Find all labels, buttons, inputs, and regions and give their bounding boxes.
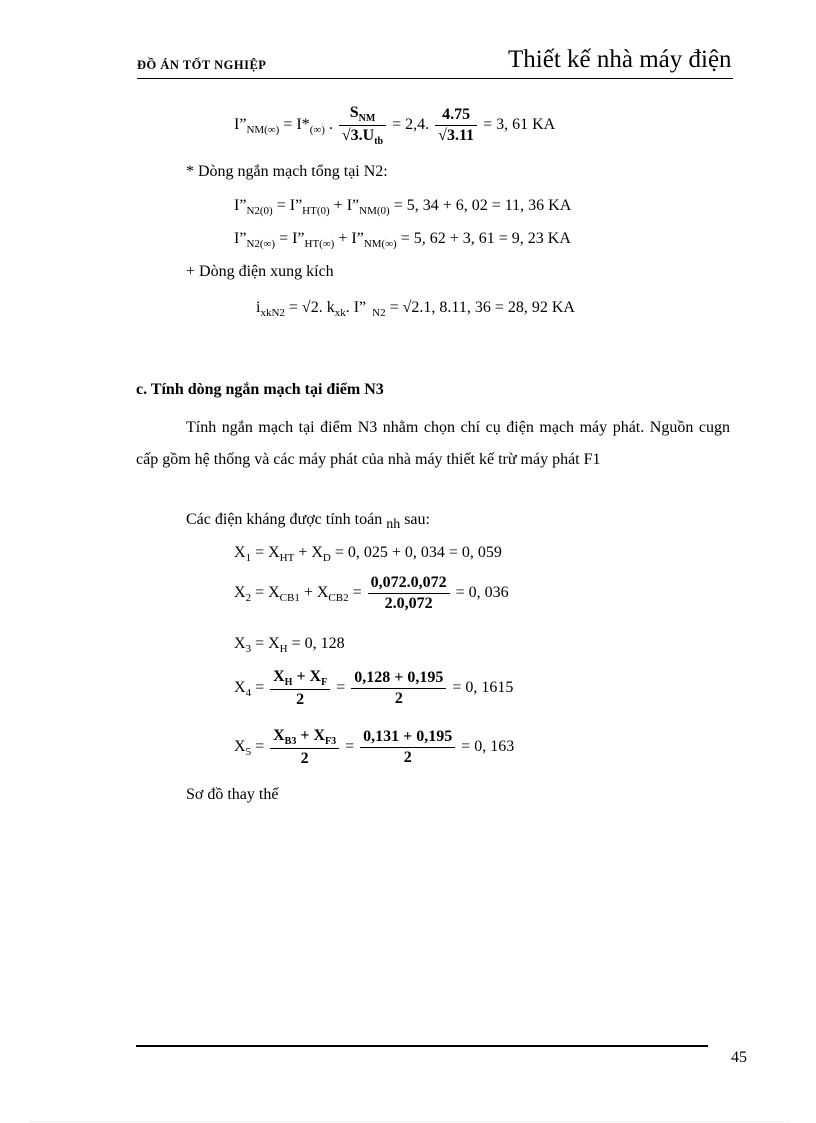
equation-x3 bbox=[234, 635, 345, 655]
frac-den: 2 bbox=[394, 690, 403, 707]
frac-num: + X bbox=[292, 668, 322, 685]
frac-den: √3.U bbox=[341, 127, 375, 144]
fraction-snm bbox=[339, 104, 386, 147]
frac-num: + X bbox=[296, 727, 325, 744]
eq-sub: N2 bbox=[372, 307, 386, 319]
frac-den: √3.11 bbox=[438, 127, 475, 144]
xung-kich-heading: + Dòng điện xung kích bbox=[186, 263, 334, 280]
eq-text: = 2,4. bbox=[388, 116, 430, 134]
eq-text: = I* bbox=[279, 116, 310, 134]
eq-text: I” bbox=[234, 116, 247, 134]
paragraph-n3: Tính ngắn mạch tại điểm N3 nhằm chọn chí cụ điện mạch máy phát. Nguồn cugn cấp gồm hệ thống và các máy phát của nhà máy thiết kế trừ máy phát F1 bbox=[136, 419, 730, 468]
equation-inm-inf bbox=[234, 104, 555, 147]
frac-num-sub: B3 bbox=[284, 736, 297, 747]
eq-text: = bbox=[341, 738, 355, 756]
eq-sub: HT(0) bbox=[302, 205, 330, 217]
intro-text: Các điện kháng được tính toán bbox=[186, 511, 383, 528]
eq-text: i bbox=[256, 299, 261, 316]
eq-sub: 4 bbox=[245, 687, 252, 700]
eq-text: X bbox=[234, 584, 246, 602]
eq-text: + I” bbox=[334, 230, 364, 247]
eq-sub: NM(∞) bbox=[363, 238, 397, 250]
eq-text: . bbox=[324, 116, 333, 134]
eq-sub: 2 bbox=[245, 592, 252, 605]
eq-result: = 0, 128 bbox=[287, 635, 345, 652]
equation-x2 bbox=[234, 574, 509, 613]
frac-num-sub: NM bbox=[358, 113, 376, 124]
eq-result: = √2.1, 8.11, 36 = 28, 92 KA bbox=[385, 299, 575, 316]
eq-text: + X bbox=[294, 544, 323, 561]
eq-sub: 3 bbox=[245, 643, 252, 655]
eq-sub: xkN2 bbox=[260, 307, 285, 319]
eq-text: X bbox=[234, 738, 246, 756]
eq-text: X bbox=[234, 544, 246, 561]
eq-sub: NM(∞) bbox=[246, 124, 280, 137]
eq-text: . I” bbox=[345, 299, 367, 316]
fraction-value bbox=[435, 106, 477, 145]
eq-text: = X bbox=[251, 635, 280, 652]
eq-sub: CB2 bbox=[328, 592, 349, 605]
eq-text: + X bbox=[299, 584, 329, 602]
footer-rule bbox=[136, 1045, 708, 1047]
header-left-title: ĐỒ ÁN TỐT NGHIỆP bbox=[137, 58, 267, 72]
equation-x4 bbox=[234, 668, 513, 709]
eq-sub: HT bbox=[279, 552, 295, 564]
header-rule bbox=[137, 78, 733, 79]
eq-sub: D bbox=[322, 552, 331, 564]
frac-den: 2 bbox=[300, 750, 309, 767]
eq-result: = 0, 036 bbox=[451, 584, 509, 602]
frac-num: S bbox=[349, 104, 359, 121]
eq-text: = bbox=[348, 584, 362, 602]
equation-n2-0 bbox=[234, 197, 571, 217]
eq-result: = 5, 62 + 3, 61 = 9, 23 KA bbox=[396, 230, 571, 247]
fraction-x5-numeric bbox=[360, 728, 455, 767]
frac-den: 2 bbox=[403, 749, 412, 766]
page-edge-dots bbox=[30, 1121, 790, 1122]
frac-num: 0,131 + 0,195 bbox=[360, 728, 455, 748]
frac-den-sub: tb bbox=[374, 136, 384, 147]
diagram-caption: Sơ đồ thay thế bbox=[186, 786, 279, 803]
eq-text: X bbox=[234, 635, 246, 652]
eq-text: = I” bbox=[275, 230, 305, 247]
eq-text: = bbox=[251, 679, 265, 697]
eq-sub: N2(0) bbox=[246, 205, 273, 217]
frac-den: 2 bbox=[296, 691, 305, 708]
eq-text: = I” bbox=[272, 197, 303, 214]
reactance-intro bbox=[186, 511, 430, 533]
eq-sub: (∞) bbox=[309, 124, 325, 137]
frac-num: X bbox=[273, 727, 285, 744]
eq-result: = 0, 163 bbox=[457, 738, 515, 756]
eq-result: = 0, 025 + 0, 034 = 0, 059 bbox=[330, 544, 502, 561]
n2-heading: * Dòng ngắn mạch tổng tại N2: bbox=[186, 163, 388, 180]
eq-text: = bbox=[251, 738, 265, 756]
header-right-title: Thiết kế nhà máy điện bbox=[508, 46, 732, 73]
frac-num-sub: F bbox=[321, 677, 328, 688]
section-c-title: c. Tính dòng ngắn mạch tại điểm N3 bbox=[136, 381, 384, 398]
eq-text: X bbox=[234, 679, 246, 697]
equation-x5 bbox=[234, 727, 514, 768]
frac-num-sub: H bbox=[284, 677, 293, 688]
eq-text: = X bbox=[251, 544, 280, 561]
eq-sub: xk bbox=[334, 307, 346, 319]
equation-n2-inf bbox=[234, 230, 571, 250]
eq-text: = X bbox=[251, 584, 280, 602]
eq-result: = 0, 1615 bbox=[448, 679, 514, 697]
eq-sub: 1 bbox=[245, 552, 252, 564]
frac-num: 0,072.0,072 bbox=[368, 574, 450, 594]
frac-den: 2.0,072 bbox=[384, 595, 433, 612]
eq-sub: 5 bbox=[245, 746, 252, 759]
frac-num: 4.75 bbox=[435, 106, 477, 126]
eq-text: I” bbox=[234, 197, 247, 214]
equation-x1 bbox=[234, 544, 502, 564]
eq-text: I” bbox=[234, 230, 247, 247]
eq-sub: H bbox=[279, 643, 288, 655]
frac-num-sub: F3 bbox=[325, 736, 337, 747]
eq-result: = 5, 34 + 6, 02 = 11, 36 KA bbox=[389, 197, 572, 214]
intro-sub: nh bbox=[386, 517, 401, 532]
eq-text: = bbox=[332, 679, 346, 697]
fraction-x5-symbolic bbox=[270, 727, 339, 768]
eq-sub: CB1 bbox=[279, 592, 300, 605]
frac-num: 0,128 + 0,195 bbox=[351, 669, 446, 689]
eq-sub: N2(∞) bbox=[246, 238, 276, 250]
eq-sub: NM(0) bbox=[359, 205, 390, 217]
eq-text: + I” bbox=[329, 197, 360, 214]
fraction-x4-numeric bbox=[351, 669, 446, 708]
eq-sub: HT(∞) bbox=[304, 238, 335, 250]
equation-ixk bbox=[256, 299, 575, 319]
fraction-x2 bbox=[368, 574, 450, 613]
eq-result: = 3, 61 KA bbox=[479, 116, 556, 134]
intro-end: sau: bbox=[404, 511, 430, 528]
page-number: 45 bbox=[731, 1049, 747, 1066]
fraction-x4-symbolic bbox=[270, 668, 330, 709]
eq-text: = √2. k bbox=[284, 299, 335, 316]
frac-num: X bbox=[273, 668, 285, 685]
